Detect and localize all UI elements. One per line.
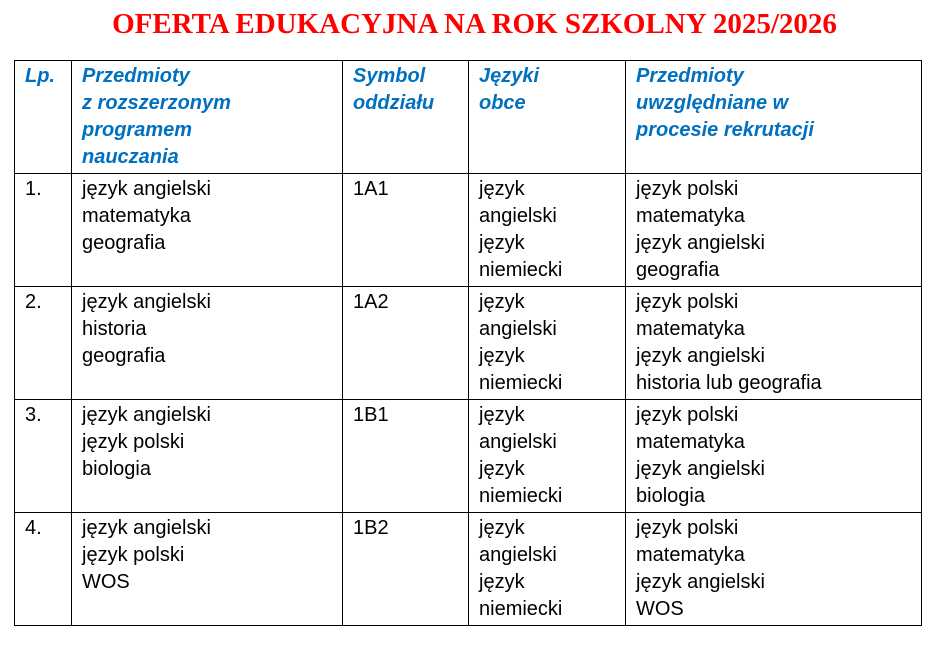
cell-subjects: język angielski język polski WOS	[72, 513, 343, 626]
table-row	[15, 513, 922, 626]
offer-table	[14, 60, 922, 626]
cell-recruitment: język polski matematyka język angielski WOS	[626, 513, 922, 626]
cell-symbol: 1A2	[343, 287, 469, 400]
cell-subjects: język angielski historia geografia	[72, 287, 343, 400]
cell-subjects: język angielski matematyka geografia	[72, 174, 343, 287]
header-lp: Lp.	[15, 61, 72, 174]
header-recruitment: Przedmioty uwzględniane w procesie rekrutacji	[626, 61, 922, 174]
cell-lp: 4.	[15, 513, 72, 626]
table-row	[15, 287, 922, 400]
table-row	[15, 174, 922, 287]
cell-symbol: 1B1	[343, 400, 469, 513]
cell-symbol: 1B2	[343, 513, 469, 626]
cell-subjects: język angielski język polski biologia	[72, 400, 343, 513]
header-symbol: Symbol oddziału	[343, 61, 469, 174]
cell-languages: język angielski język niemiecki	[469, 174, 626, 287]
page-title: OFERTA EDUKACYJNA NA ROK SZKOLNY 2025/2026	[112, 8, 837, 40]
cell-languages: język angielski język niemiecki	[469, 287, 626, 400]
cell-recruitment: język polski matematyka język angielski biologia	[626, 400, 922, 513]
cell-languages: język angielski język niemiecki	[469, 400, 626, 513]
cell-recruitment: język polski matematyka język angielski historia lub geografia	[626, 287, 922, 400]
table-header-row	[15, 61, 922, 174]
header-subjects: Przedmioty z rozszerzonym programem nauczania	[72, 61, 343, 174]
cell-recruitment: język polski matematyka język angielski geografia	[626, 174, 922, 287]
cell-symbol: 1A1	[343, 174, 469, 287]
header-languages: Języki obce	[469, 61, 626, 174]
cell-lp: 1.	[15, 174, 72, 287]
table-row	[15, 400, 922, 513]
cell-languages: język angielski język niemiecki	[469, 513, 626, 626]
cell-lp: 3.	[15, 400, 72, 513]
cell-lp: 2.	[15, 287, 72, 400]
